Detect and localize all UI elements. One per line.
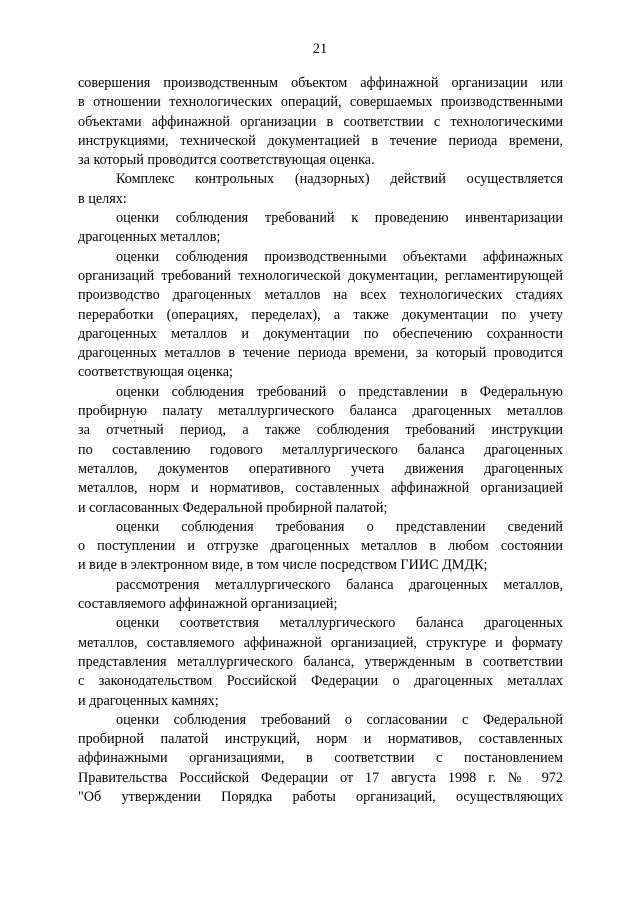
text-line: представления металлургического баланса, утвержденным в соответствии bbox=[78, 653, 563, 670]
text-line: пробирную палату металлургического баланса драгоценных металлов bbox=[78, 403, 563, 420]
text-line: металлов, документов оперативного учета движения драгоценных bbox=[78, 460, 563, 477]
text-line: оценки соблюдения требований о согласовании с Федеральной bbox=[116, 711, 563, 728]
text-line: аффинажными организациями, в соответствии с постановлением bbox=[78, 750, 563, 767]
text-line: "Об утверждении Порядка работы организаций, осуществляющих bbox=[78, 788, 563, 805]
text-line: рассмотрения металлургического баланса драгоценных металлов, bbox=[116, 576, 563, 593]
page-number: 21 bbox=[312, 41, 328, 57]
text-line: за который проводится соответствующая оценка. bbox=[78, 152, 375, 169]
text-line: Комплекс контрольных (надзорных) действий осуществляется bbox=[116, 171, 563, 188]
text-line: инструкциями, технической документацией в течение периода времени, bbox=[78, 132, 563, 149]
text-line: оценки соблюдения производственными объектами аффинажных bbox=[116, 248, 563, 265]
text-line: с законодательством Российской Федерации о драгоценных металлах bbox=[78, 673, 563, 690]
paragraph bbox=[78, 170, 563, 209]
text-line: совершения производственным объектом аффинажной организации или bbox=[78, 75, 563, 91]
text-line: и согласованных Федеральной пробирной палатой; bbox=[78, 499, 388, 516]
text-line: организаций требований технологической документации, регламентирующей bbox=[78, 267, 563, 284]
text-line: соответствующая оценка; bbox=[78, 364, 233, 381]
text-line: оценки соблюдения требования о представлении сведений bbox=[116, 518, 563, 535]
text-line: в целях: bbox=[78, 190, 127, 207]
text-line: по составлению годового металлургического баланса драгоценных bbox=[78, 441, 563, 458]
text-line: оценки соблюдения требований о представлении в Федеральную bbox=[116, 383, 563, 400]
text-line: и драгоценных камнях; bbox=[78, 692, 219, 709]
text-line: и виде в электронном виде, в том числе посредством ГИИС ДМДК; bbox=[78, 557, 488, 574]
text-line: Правительства Российской Федерации от 17 августа 1998 г. № 972 bbox=[78, 769, 563, 786]
text-line: за отчетный период, а также соблюдения требований инструкции bbox=[78, 422, 563, 439]
text-line: о поступлении и отгрузке драгоценных металлов в любом состоянии bbox=[78, 538, 563, 555]
text-line: составляемого аффинажной организацией; bbox=[78, 596, 338, 613]
paragraph bbox=[78, 711, 563, 807]
paragraph bbox=[78, 74, 563, 170]
text-line: драгоценных металлов и документации по обеспечению сохранности bbox=[78, 325, 563, 342]
text-line: объектами аффинажной организации в соответствии с технологическими bbox=[78, 113, 563, 130]
text-line: металлов, составляемого аффинажной организацией, структуре и формату bbox=[78, 634, 563, 651]
paragraph bbox=[78, 614, 563, 710]
text-line: драгоценных металлов в течение периода времени, за который проводится bbox=[78, 345, 563, 362]
paragraph bbox=[78, 518, 563, 576]
text-line: производство драгоценных металлов на всех технологических стадиях bbox=[78, 287, 563, 304]
text-line: оценки соблюдения требований к проведению инвентаризации bbox=[116, 210, 563, 227]
paragraph bbox=[78, 576, 563, 615]
text-line: оценки соответствия металлургического баланса драгоценных bbox=[116, 615, 563, 632]
paragraph bbox=[78, 383, 563, 518]
text-line: пробирной палатой инструкций, норм и нормативов, составленных bbox=[78, 731, 563, 748]
text-line: переработки (операциях, переделах), а также документации по учету bbox=[78, 306, 563, 323]
paragraph bbox=[78, 248, 563, 383]
text-line: металлов, норм и нормативов, составленных аффинажной организацией bbox=[78, 480, 563, 497]
text-line: в отношении технологических операций, совершаемых производственными bbox=[78, 94, 563, 111]
text-line: драгоценных металлов; bbox=[78, 229, 221, 246]
paragraph bbox=[78, 209, 563, 248]
document-body bbox=[78, 74, 563, 807]
